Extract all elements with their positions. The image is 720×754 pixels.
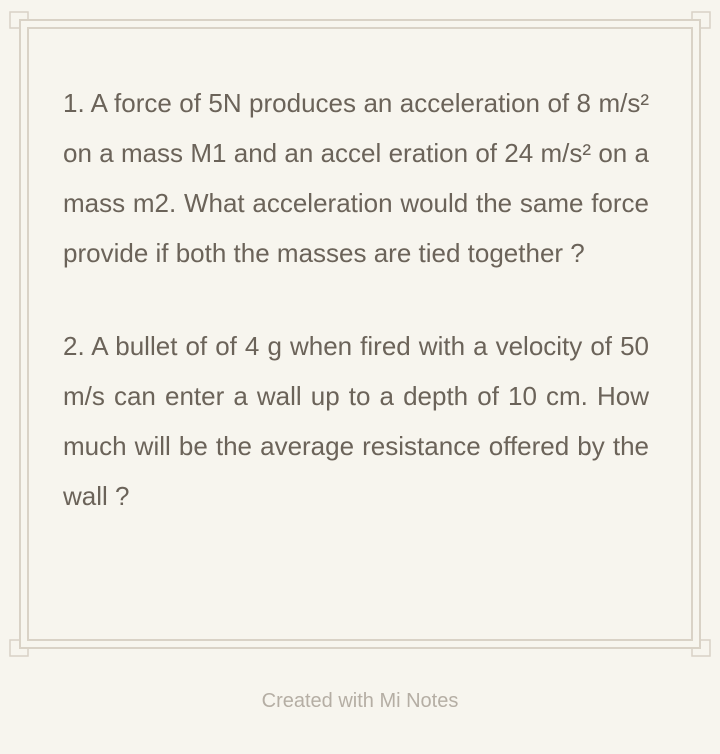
created-with-footer: Created with Mi Notes — [261, 690, 459, 712]
question-2: 2. A bullet of of 4 g when fired with a velocity of 50 m/s can enter a wall up to a depth of 10 cm. How much will be the average resistance offered by the wall ? — [63, 331, 649, 511]
note-body[interactable] — [63, 78, 649, 521]
question-1: 1. A force of 5N produces an acceleration of 8 m/s² on a mass M1 and an accel eration of 24 m/s² on a mass m2. What acceleration would the same force provide if both the masses are tied together ? — [63, 88, 649, 268]
